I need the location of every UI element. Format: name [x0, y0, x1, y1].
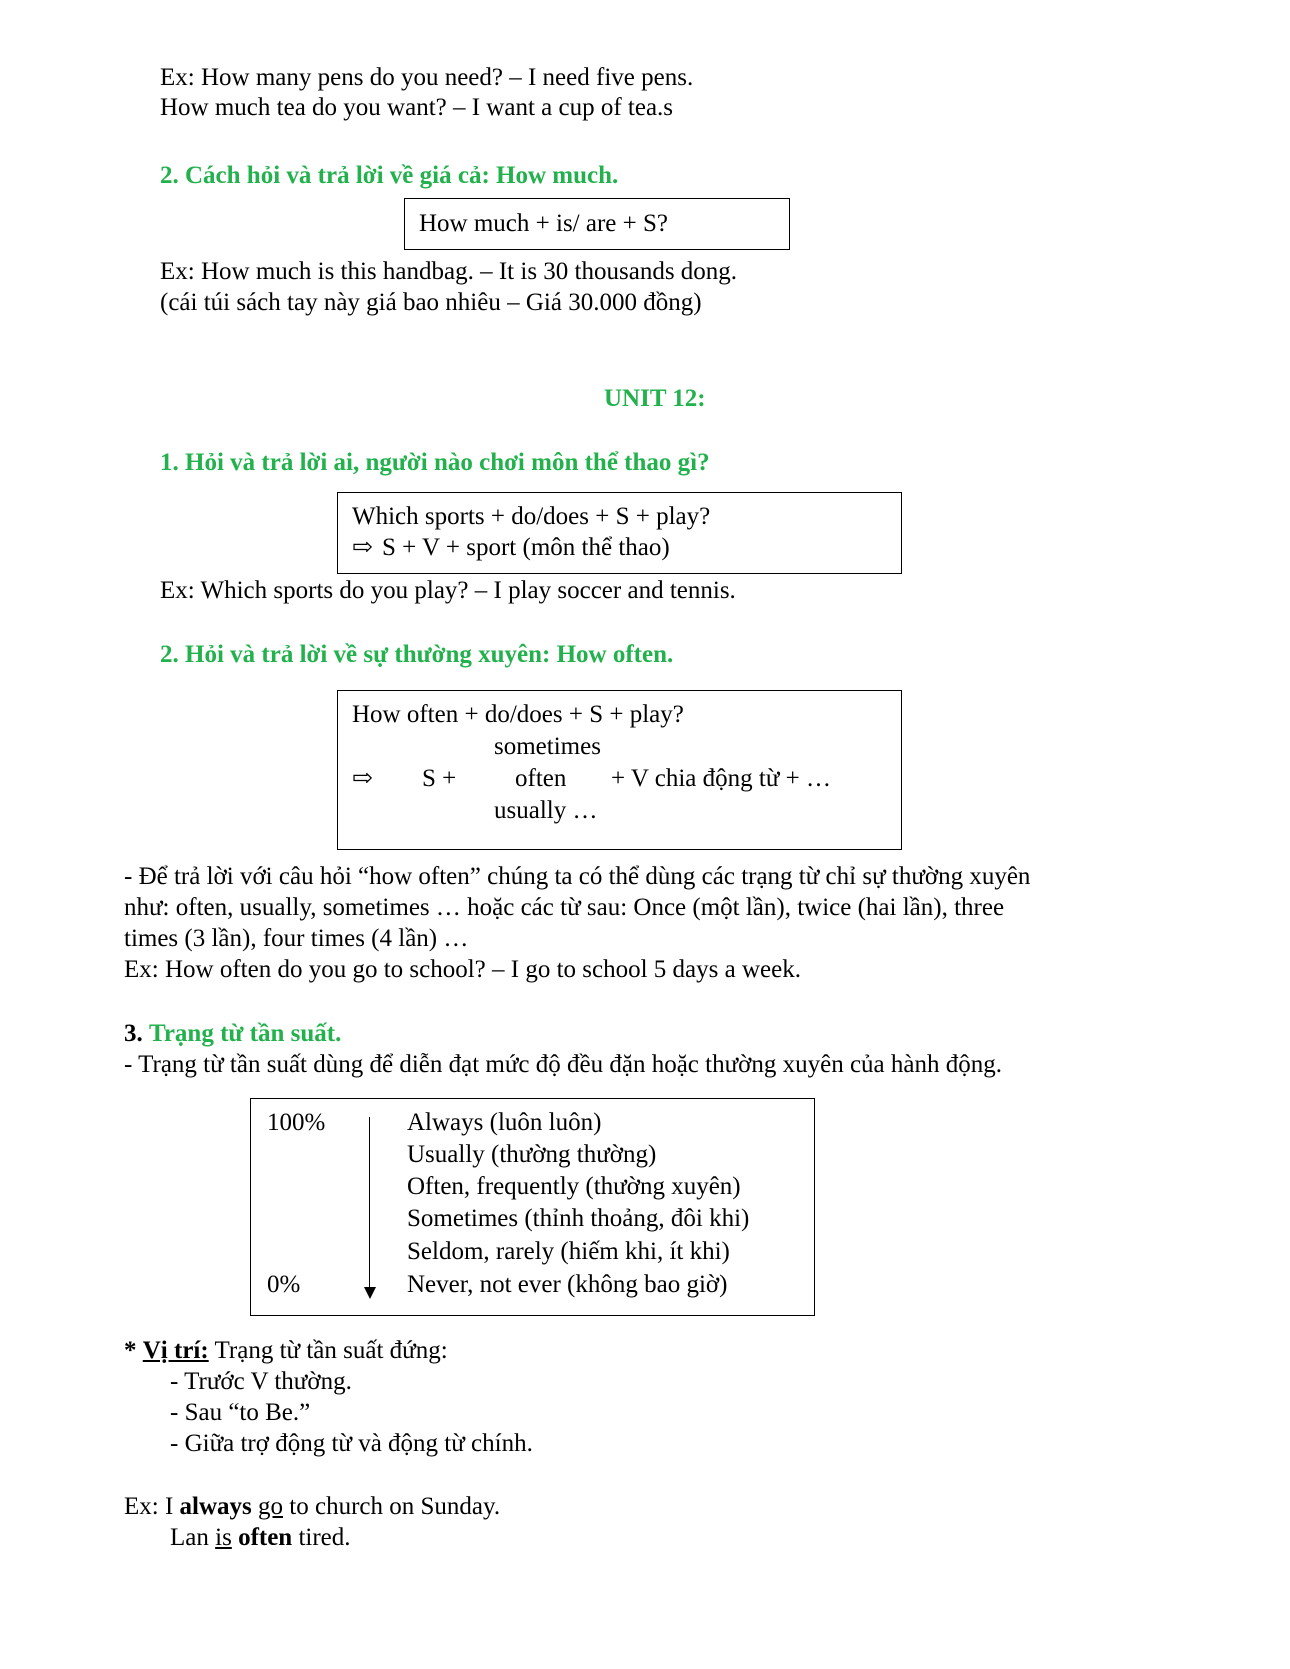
scale-top-label: 100%	[267, 1109, 326, 1136]
bullet-star: *	[124, 1337, 137, 1364]
arrow-head-icon	[364, 1287, 376, 1299]
adverb-item: Sometimes (thỉnh thoảng, đôi khi)	[407, 1205, 750, 1232]
unit-title: UNIT 12:	[604, 385, 706, 412]
example-line: Ex: How much is this handbag. – It is 30 thousands dong.	[160, 258, 738, 285]
formula-adverb: sometimes	[494, 733, 601, 760]
scale-bottom-label: 0%	[267, 1271, 301, 1298]
example-line: Ex: Which sports do you play? – I play soccer and tennis.	[160, 577, 736, 604]
position-heading	[124, 1335, 448, 1367]
formula-box	[404, 198, 790, 250]
down-arrow-icon	[369, 1117, 370, 1287]
section-heading: 2. Hỏi và trả lời về sự thường xuyên: How often.	[160, 641, 674, 668]
position-item: - Giữa trợ động từ và động từ chính.	[170, 1430, 533, 1457]
paragraph-line: như: often, usually, sometimes … hoặc các từ sau: Once (một lần), twice (hai lần), three	[124, 894, 1005, 921]
example-rest: to church on Sunday.	[289, 1493, 501, 1520]
position-item: - Sau “to Be.”	[170, 1399, 311, 1426]
formula-box	[337, 690, 902, 850]
formula-adverb: often	[515, 765, 567, 792]
example-line: Ex: How many pens do you need? – I need five pens.	[160, 64, 694, 91]
example-rest: tired.	[298, 1524, 351, 1551]
example-line	[124, 1491, 500, 1523]
position-text: Trạng từ tần suất đứng:	[214, 1337, 448, 1364]
example-verb: go	[258, 1493, 284, 1520]
formula-text: How often + do/does + S + play?	[352, 701, 684, 728]
formula-subject: S +	[422, 765, 457, 792]
example-line	[170, 1522, 351, 1554]
section-heading: 1. Hỏi và trả lời ai, người nào chơi môn thể thao gì?	[160, 449, 710, 476]
formula-text: How much + is/ are + S?	[419, 210, 668, 237]
frequency-table	[250, 1098, 815, 1316]
example-prefix: Ex: I	[124, 1493, 174, 1520]
example-verb: is	[215, 1524, 232, 1551]
formula-text: Which sports + do/does + S + play?	[352, 503, 711, 530]
section-heading: 2. Cách hỏi và trả lời về giá cả: How much.	[160, 162, 619, 189]
paragraph-line: times (3 lần), four times (4 lần) …	[124, 925, 469, 952]
formula-text: + V chia động từ + …	[611, 765, 831, 792]
heading-number: 3.	[124, 1020, 143, 1047]
section-heading	[124, 1018, 341, 1050]
example-adverb: often	[238, 1524, 293, 1551]
formula-box	[337, 492, 902, 574]
position-label: Vị trí:	[142, 1337, 209, 1364]
example-line: How much tea do you want? – I want a cup of tea.s	[160, 94, 674, 121]
adverb-item: Often, frequently (thường xuyên)	[407, 1173, 741, 1200]
arrow-icon: ⇨	[352, 534, 373, 561]
formula-adverb: usually …	[494, 797, 598, 824]
paragraph-line: - Trạng từ tần suất dùng để diễn đạt mức độ đều đặn hoặc thường xuyên của hành động.	[124, 1051, 1003, 1078]
arrow-icon: ⇨	[352, 765, 373, 792]
adverb-item: Never, not ever (không bao giờ)	[407, 1271, 728, 1298]
example-subject: Lan	[170, 1524, 209, 1551]
heading-text: Trạng từ tần suất.	[149, 1020, 342, 1047]
adverb-item: Usually (thường thường)	[407, 1141, 657, 1168]
example-line: Ex: How often do you go to school? – I go to school 5 days a week.	[124, 956, 801, 983]
translation-line: (cái túi sách tay này giá bao nhiêu – Giá 30.000 đồng)	[160, 289, 702, 316]
adverb-item: Always (luôn luôn)	[407, 1109, 602, 1136]
position-item: - Trước V thường.	[170, 1368, 352, 1395]
formula-text: S + V + sport (môn thể thao)	[382, 534, 670, 561]
adverb-item: Seldom, rarely (hiếm khi, ít khi)	[407, 1238, 730, 1265]
example-adverb: always	[179, 1493, 252, 1520]
paragraph-line: - Để trả lời với câu hỏi “how often” chúng ta có thể dùng các trạng từ chỉ sự thường xuyên	[124, 863, 1031, 890]
